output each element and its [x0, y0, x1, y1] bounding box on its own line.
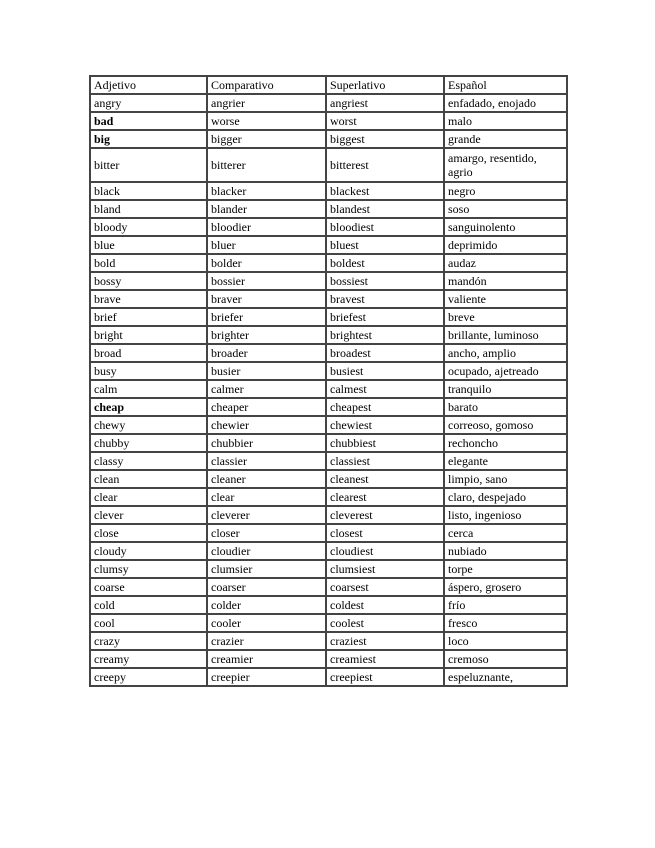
- table-body: [90, 94, 567, 686]
- cell-espanol: frío: [444, 596, 567, 614]
- cell-adjetivo: clumsy: [90, 560, 207, 578]
- cell-comparativo: cooler: [207, 614, 326, 632]
- cell-superlativo: clumsiest: [326, 560, 444, 578]
- header-adjetivo: Adjetivo: [90, 76, 207, 94]
- cell-superlativo: worst: [326, 112, 444, 130]
- cell-comparativo: cheaper: [207, 398, 326, 416]
- cell-adjetivo: bloody: [90, 218, 207, 236]
- cell-comparativo: busier: [207, 362, 326, 380]
- table-row: [90, 200, 567, 218]
- cell-superlativo: craziest: [326, 632, 444, 650]
- cell-comparativo: chubbier: [207, 434, 326, 452]
- cell-adjetivo: broad: [90, 344, 207, 362]
- table-row: [90, 488, 567, 506]
- cell-superlativo: briefest: [326, 308, 444, 326]
- table-row: [90, 596, 567, 614]
- cell-adjetivo: close: [90, 524, 207, 542]
- cell-comparativo: cleaner: [207, 470, 326, 488]
- cell-superlativo: blackest: [326, 182, 444, 200]
- cell-adjetivo: busy: [90, 362, 207, 380]
- table-row: [90, 506, 567, 524]
- cell-comparativo: brighter: [207, 326, 326, 344]
- table-row: [90, 542, 567, 560]
- table-row: [90, 524, 567, 542]
- table-row: [90, 290, 567, 308]
- table-row: [90, 218, 567, 236]
- cell-espanol: malo: [444, 112, 567, 130]
- cell-adjetivo: creepy: [90, 668, 207, 686]
- cell-superlativo: blandest: [326, 200, 444, 218]
- cell-espanol: correoso, gomoso: [444, 416, 567, 434]
- cell-comparativo: clear: [207, 488, 326, 506]
- cell-superlativo: bitterest: [326, 148, 444, 182]
- cell-comparativo: bossier: [207, 272, 326, 290]
- cell-superlativo: coolest: [326, 614, 444, 632]
- cell-espanol: rechoncho: [444, 434, 567, 452]
- cell-espanol: mandón: [444, 272, 567, 290]
- cell-superlativo: bluest: [326, 236, 444, 254]
- cell-espanol: limpio, sano: [444, 470, 567, 488]
- cell-superlativo: bravest: [326, 290, 444, 308]
- cell-superlativo: cleanest: [326, 470, 444, 488]
- cell-espanol: ancho, amplio: [444, 344, 567, 362]
- cell-superlativo: brightest: [326, 326, 444, 344]
- table-row: [90, 326, 567, 344]
- cell-comparativo: broader: [207, 344, 326, 362]
- cell-espanol: audaz: [444, 254, 567, 272]
- cell-adjetivo: clever: [90, 506, 207, 524]
- cell-superlativo: chewiest: [326, 416, 444, 434]
- cell-adjetivo: cold: [90, 596, 207, 614]
- cell-adjetivo: calm: [90, 380, 207, 398]
- table-row: [90, 416, 567, 434]
- cell-adjetivo: crazy: [90, 632, 207, 650]
- table-row: [90, 344, 567, 362]
- cell-adjetivo: cool: [90, 614, 207, 632]
- table-row: [90, 614, 567, 632]
- cell-espanol: enfadado, enojado: [444, 94, 567, 112]
- cell-comparativo: angrier: [207, 94, 326, 112]
- cell-superlativo: creamiest: [326, 650, 444, 668]
- cell-comparativo: colder: [207, 596, 326, 614]
- cell-superlativo: clearest: [326, 488, 444, 506]
- table-row: [90, 94, 567, 112]
- cell-adjetivo: angry: [90, 94, 207, 112]
- cell-espanol: brillante, luminoso: [444, 326, 567, 344]
- cell-adjetivo: chewy: [90, 416, 207, 434]
- cell-comparativo: cleverer: [207, 506, 326, 524]
- cell-comparativo: calmer: [207, 380, 326, 398]
- table-row: [90, 362, 567, 380]
- cell-espanol: cerca: [444, 524, 567, 542]
- cell-adjetivo: classy: [90, 452, 207, 470]
- cell-superlativo: boldest: [326, 254, 444, 272]
- table-row: [90, 470, 567, 488]
- table-row: [90, 632, 567, 650]
- cell-espanol: fresco: [444, 614, 567, 632]
- cell-comparativo: blander: [207, 200, 326, 218]
- cell-superlativo: cleverest: [326, 506, 444, 524]
- table-row: [90, 560, 567, 578]
- cell-espanol: espeluznante,: [444, 668, 567, 686]
- table-row: [90, 236, 567, 254]
- cell-espanol: breve: [444, 308, 567, 326]
- cell-comparativo: closer: [207, 524, 326, 542]
- cell-adjetivo: big: [90, 130, 207, 148]
- cell-espanol: grande: [444, 130, 567, 148]
- cell-comparativo: cloudier: [207, 542, 326, 560]
- cell-comparativo: creamier: [207, 650, 326, 668]
- table-row: [90, 650, 567, 668]
- cell-comparativo: bigger: [207, 130, 326, 148]
- table-row: [90, 578, 567, 596]
- cell-adjetivo: creamy: [90, 650, 207, 668]
- cell-superlativo: cloudiest: [326, 542, 444, 560]
- cell-comparativo: coarser: [207, 578, 326, 596]
- table-row: [90, 182, 567, 200]
- cell-espanol: loco: [444, 632, 567, 650]
- cell-comparativo: bitterer: [207, 148, 326, 182]
- table-row: [90, 452, 567, 470]
- cell-espanol: elegante: [444, 452, 567, 470]
- table-row: [90, 272, 567, 290]
- cell-superlativo: creepiest: [326, 668, 444, 686]
- cell-superlativo: closest: [326, 524, 444, 542]
- cell-adjetivo: coarse: [90, 578, 207, 596]
- cell-comparativo: braver: [207, 290, 326, 308]
- cell-espanol: amargo, resentido, agrio: [444, 148, 567, 182]
- cell-superlativo: bloodiest: [326, 218, 444, 236]
- table-row: [90, 130, 567, 148]
- cell-adjetivo: cheap: [90, 398, 207, 416]
- cell-adjetivo: black: [90, 182, 207, 200]
- cell-adjetivo: cloudy: [90, 542, 207, 560]
- table-row: [90, 308, 567, 326]
- cell-espanol: negro: [444, 182, 567, 200]
- cell-adjetivo: bright: [90, 326, 207, 344]
- cell-superlativo: chubbiest: [326, 434, 444, 452]
- table-row: [90, 380, 567, 398]
- cell-espanol: áspero, grosero: [444, 578, 567, 596]
- cell-superlativo: coarsest: [326, 578, 444, 596]
- cell-espanol: ocupado, ajetreado: [444, 362, 567, 380]
- cell-espanol: barato: [444, 398, 567, 416]
- cell-adjetivo: clear: [90, 488, 207, 506]
- cell-adjetivo: bitter: [90, 148, 207, 182]
- cell-superlativo: angriest: [326, 94, 444, 112]
- cell-comparativo: bloodier: [207, 218, 326, 236]
- cell-espanol: claro, despejado: [444, 488, 567, 506]
- header-comparativo: Comparativo: [207, 76, 326, 94]
- cell-superlativo: classiest: [326, 452, 444, 470]
- cell-superlativo: bossiest: [326, 272, 444, 290]
- cell-espanol: tranquilo: [444, 380, 567, 398]
- cell-espanol: sanguinolento: [444, 218, 567, 236]
- header-superlativo: Superlativo: [326, 76, 444, 94]
- table-header-row: [90, 76, 567, 94]
- table-row: [90, 668, 567, 686]
- cell-espanol: valiente: [444, 290, 567, 308]
- cell-comparativo: blacker: [207, 182, 326, 200]
- table-row: [90, 112, 567, 130]
- cell-comparativo: bluer: [207, 236, 326, 254]
- cell-adjetivo: bad: [90, 112, 207, 130]
- cell-adjetivo: brief: [90, 308, 207, 326]
- cell-adjetivo: bossy: [90, 272, 207, 290]
- cell-adjetivo: chubby: [90, 434, 207, 452]
- cell-superlativo: biggest: [326, 130, 444, 148]
- cell-comparativo: classier: [207, 452, 326, 470]
- table-row: [90, 434, 567, 452]
- cell-superlativo: coldest: [326, 596, 444, 614]
- cell-comparativo: worse: [207, 112, 326, 130]
- cell-espanol: torpe: [444, 560, 567, 578]
- cell-comparativo: clumsier: [207, 560, 326, 578]
- cell-superlativo: busiest: [326, 362, 444, 380]
- adjective-table: [89, 75, 568, 687]
- cell-espanol: soso: [444, 200, 567, 218]
- table-row: [90, 398, 567, 416]
- cell-comparativo: chewier: [207, 416, 326, 434]
- cell-comparativo: crazier: [207, 632, 326, 650]
- cell-espanol: cremoso: [444, 650, 567, 668]
- table-row: [90, 254, 567, 272]
- cell-comparativo: creepier: [207, 668, 326, 686]
- cell-espanol: nubiado: [444, 542, 567, 560]
- table-row: [90, 148, 567, 182]
- header-espanol: Español: [444, 76, 567, 94]
- cell-superlativo: broadest: [326, 344, 444, 362]
- cell-espanol: listo, ingenioso: [444, 506, 567, 524]
- cell-adjetivo: bland: [90, 200, 207, 218]
- cell-adjetivo: brave: [90, 290, 207, 308]
- cell-comparativo: briefer: [207, 308, 326, 326]
- cell-adjetivo: clean: [90, 470, 207, 488]
- cell-adjetivo: blue: [90, 236, 207, 254]
- cell-espanol: deprimido: [444, 236, 567, 254]
- cell-comparativo: bolder: [207, 254, 326, 272]
- cell-adjetivo: bold: [90, 254, 207, 272]
- cell-superlativo: calmest: [326, 380, 444, 398]
- cell-superlativo: cheapest: [326, 398, 444, 416]
